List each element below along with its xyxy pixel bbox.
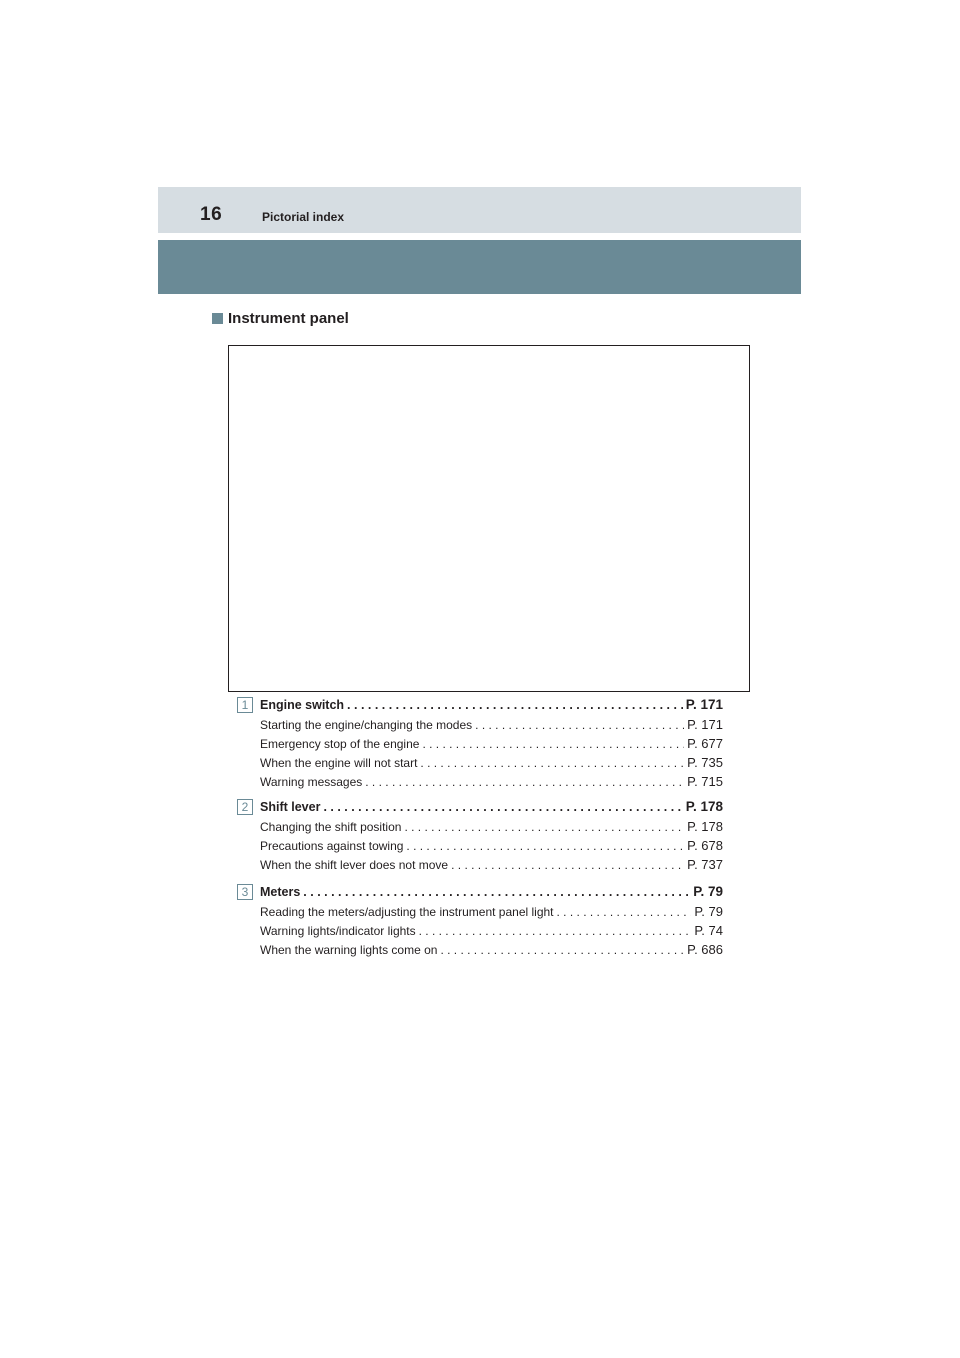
- page-reference: P. 171: [687, 717, 723, 732]
- page-reference: P. 715: [687, 774, 723, 789]
- figure-frame: [228, 345, 750, 692]
- page-reference: P. 678: [687, 838, 723, 853]
- page-reference: P. 735: [687, 755, 723, 770]
- entry-heading[interactable]: Meters . . . P. 79: [260, 884, 723, 899]
- entry-item[interactable]: Warning lights/indicator lights . . . P. 74: [260, 923, 723, 938]
- entry-item[interactable]: When the warning lights come on . . . P. 686: [260, 942, 723, 957]
- entry-item[interactable]: Emergency stop of the engine . . . P. 677: [260, 736, 723, 751]
- entry-item[interactable]: When the engine will not start . . . P. 735: [260, 755, 723, 770]
- page-reference: P. 79: [694, 904, 723, 919]
- square-bullet-icon: [212, 313, 223, 324]
- page-reference: P. 677: [687, 736, 723, 751]
- entry-item[interactable]: Reading the meters/adjusting the instrument panel light . . . P. 79: [260, 904, 723, 919]
- entry-item[interactable]: Warning messages . . . P. 715: [260, 774, 723, 789]
- section-band: [158, 240, 801, 294]
- page-reference: P. 178: [687, 819, 723, 834]
- subheading: [212, 310, 349, 327]
- entry-number-badge: 2: [237, 799, 253, 815]
- entry-heading[interactable]: Shift lever . . . P. 178: [260, 799, 723, 814]
- entry-heading[interactable]: Engine switch . . . P. 171: [260, 697, 723, 712]
- page-reference: P. 79: [693, 884, 723, 899]
- entry-item[interactable]: Starting the engine/changing the modes . . . P. 171: [260, 717, 723, 732]
- header-bar: [158, 187, 801, 233]
- entry-item[interactable]: Changing the shift position . . . P. 178: [260, 819, 723, 834]
- page-reference: P. 74: [694, 923, 723, 938]
- entry-item[interactable]: When the shift lever does not move . . . P. 737: [260, 857, 723, 872]
- subheading-text: Instrument panel: [228, 310, 349, 327]
- entry-item[interactable]: Precautions against towing . . . P. 678: [260, 838, 723, 853]
- page-reference: P. 686: [687, 942, 723, 957]
- page-reference: P. 178: [685, 799, 723, 814]
- page-number: 16: [200, 204, 223, 225]
- page-reference: P. 171: [685, 697, 723, 712]
- entry-number-badge: 3: [237, 884, 253, 900]
- entry-number-badge: 1: [237, 697, 253, 713]
- section-title: Pictorial index: [262, 210, 345, 224]
- page-reference: P. 737: [687, 857, 723, 872]
